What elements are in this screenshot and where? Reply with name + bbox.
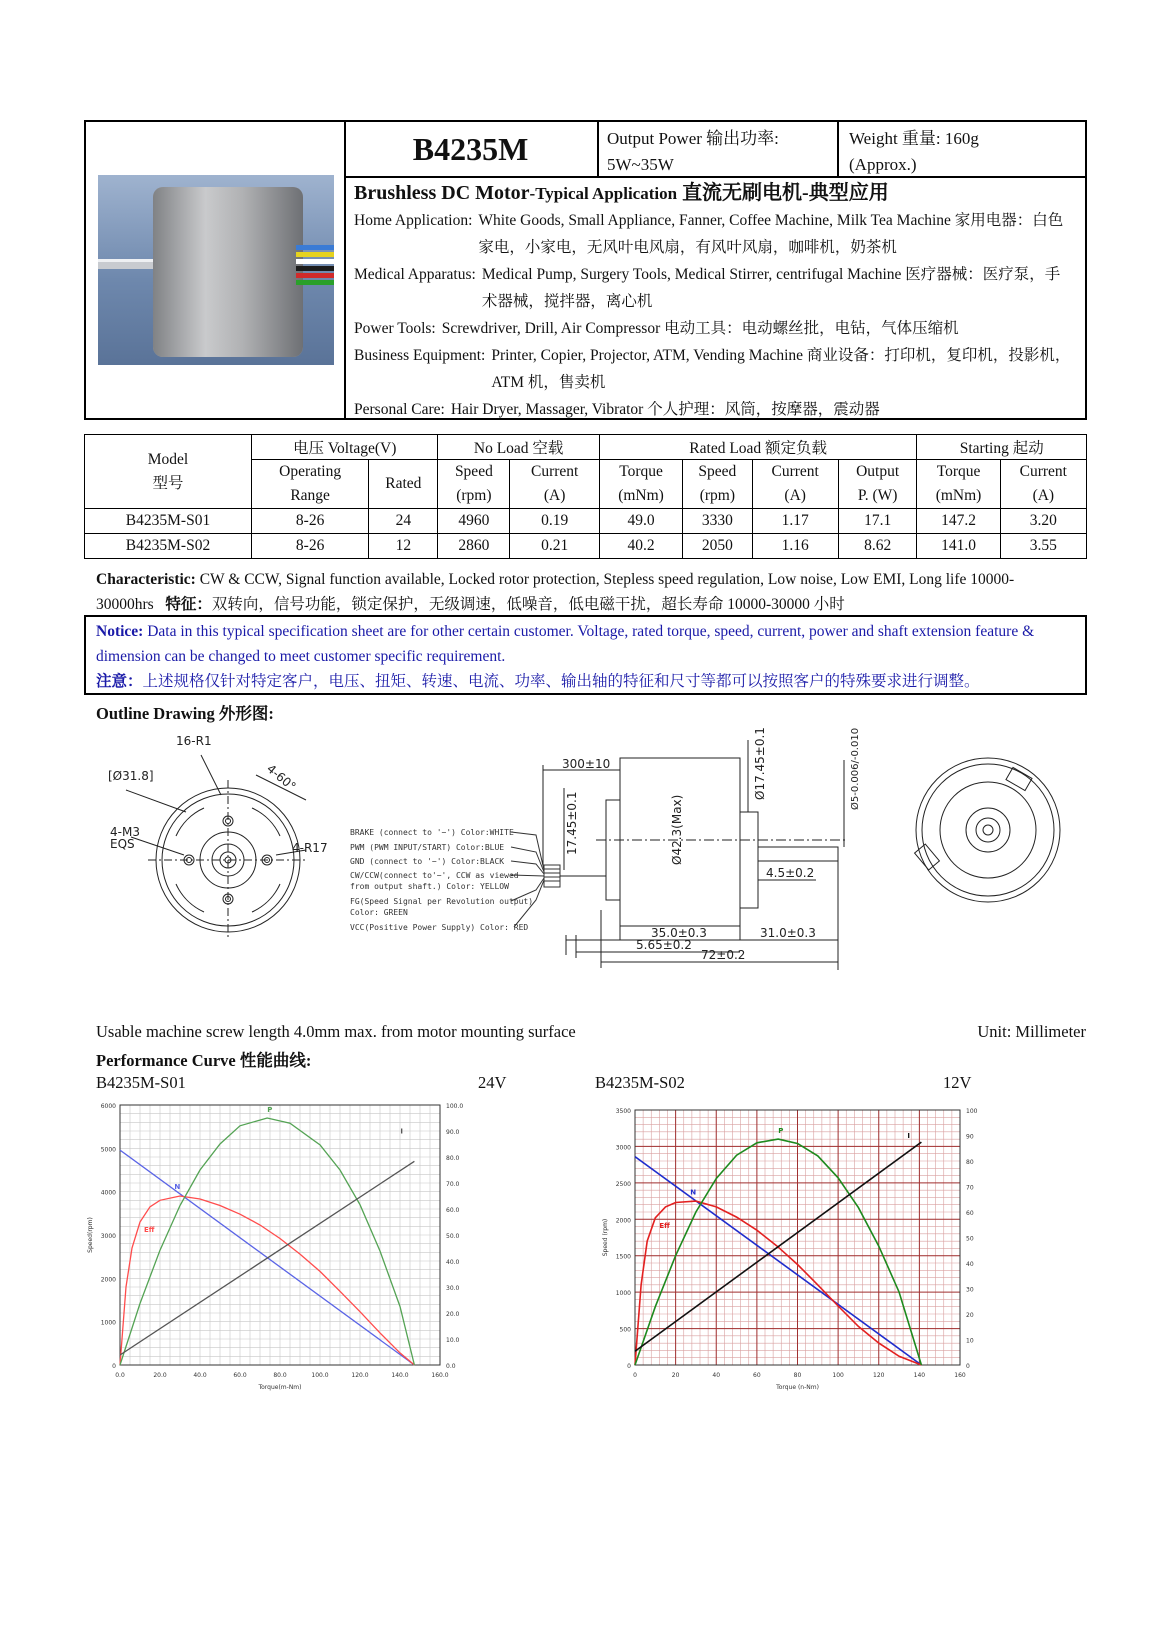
x-axis-label: Torque (n-Nm) [776, 1384, 819, 1391]
x-tick-label: 120 [873, 1372, 885, 1379]
column-header-line1: Speed [454, 463, 493, 480]
output-power-cell [599, 122, 839, 178]
column-header-line2: Range [290, 487, 330, 504]
column-header [599, 460, 682, 509]
application-row [354, 342, 1075, 396]
column-header [683, 460, 752, 509]
value-cell: 40.2 [599, 534, 682, 559]
application-title [354, 180, 1075, 207]
weight-cell [839, 122, 1085, 178]
column-header [438, 460, 510, 509]
front-label-m3: 4-M3 [110, 825, 140, 839]
characteristic-label-cn: 特征： [165, 596, 212, 613]
column-header [917, 460, 1000, 509]
output-power-value: 5W~35W [607, 155, 674, 174]
model-cell: B4235M-S01 [85, 509, 252, 534]
column-header [752, 460, 838, 509]
application-row-text: Medical Pump, Surgery Tools, Medical Stirrer, centrifugal Machine 医疗器械：医疗泵，手术器械，搅拌器，离心机 [481, 266, 1061, 310]
performance-chart-s02 [600, 1100, 1040, 1425]
unit-note: Unit: Millimeter [977, 1022, 1086, 1041]
side-label-total: 72±0.2 [701, 948, 746, 962]
rated-group-header: Rated Load 额定负载 [599, 435, 917, 460]
value-cell: 8-26 [252, 509, 369, 534]
table-row [85, 534, 1087, 559]
chart-grid [120, 1105, 440, 1365]
application-title-main: Brushless DC Motor [354, 182, 530, 204]
value-cell: 2050 [683, 534, 752, 559]
tick-labels [616, 1108, 978, 1379]
side-label-lead: 300±10 [562, 757, 611, 771]
wire-label-brake: BRAKE (connect to '−') Color:WHITE [350, 828, 514, 837]
y-tick-label: 5000 [100, 1146, 116, 1154]
side-label-shaft-length: 31.0±0.3 [760, 926, 816, 940]
x-tick-label: 20 [671, 1372, 680, 1379]
application-title-sub: -Typical Application [529, 184, 678, 203]
column-header [252, 460, 369, 509]
side-label-flange: 5.65±0.2 [636, 938, 692, 952]
x-tick-label: 160.0 [431, 1372, 449, 1379]
x-tick-label: 40 [712, 1372, 721, 1379]
value-cell: 8-26 [252, 534, 369, 559]
outline-heading: Outline Drawing 外形图: [96, 704, 274, 723]
column-header-line2: (rpm) [456, 487, 492, 504]
column-header [369, 460, 438, 509]
right-chart-voltage: 12V [943, 1073, 972, 1092]
y-tick-label: 500 [619, 1326, 631, 1334]
column-header-line2: (rpm) [699, 487, 735, 504]
wire-label-fg: FG(Speed Signal per Revolution output) [350, 897, 534, 906]
right-tick-label: 60 [966, 1210, 974, 1217]
right-tick-label: 100 [966, 1108, 978, 1115]
notice-text: Data in this typical specification sheet are for other certain customer. Voltage, rated torque, speed, current, power and shaft extension feature & dimension can be changed to meet customer specific requirement. [96, 623, 1035, 665]
header-table [84, 120, 1087, 420]
application-row-label: Power Tools: [354, 320, 436, 337]
application-cell [344, 178, 1085, 418]
spec-table [84, 434, 1087, 559]
characteristic-text: CW & CCW, Signal function available, Locked rotor protection, Stepless speed regulation, Low noise, Low EMI, Long life 10000-30000hrs [96, 571, 1015, 613]
right-tick-label: 50 [966, 1235, 974, 1243]
characteristic-block [96, 567, 1086, 617]
column-header [510, 460, 600, 509]
x-tick-label: 140 [913, 1372, 926, 1379]
right-tick-label: 60.0 [446, 1207, 460, 1214]
column-header-line1: Rated [385, 475, 422, 492]
value-cell: 49.0 [599, 509, 682, 534]
y-axis-label: Speed(rpm) [87, 1217, 94, 1253]
right-tick-label: 80 [966, 1159, 974, 1166]
series-label-i: I [400, 1127, 404, 1136]
column-header-line2: (A) [543, 487, 566, 504]
characteristic-label: Characteristic: [96, 571, 196, 588]
series-label-p: P [778, 1127, 784, 1136]
value-cell: 147.2 [917, 509, 1000, 534]
x-tick-label: 60 [753, 1372, 761, 1379]
x-tick-label: 40.0 [193, 1372, 207, 1379]
series-label-eff: Eff [144, 1226, 155, 1234]
notice-box [84, 615, 1087, 695]
y-tick-label: 0 [627, 1363, 631, 1370]
y-axis-label: Speed (rpm) [602, 1218, 609, 1257]
column-header-line1: Speed [698, 463, 737, 480]
outline-drawing [96, 727, 1086, 1010]
right-tick-label: 40.0 [446, 1259, 460, 1266]
column-header-line1: Torque [936, 463, 981, 480]
right-tick-label: 40 [966, 1261, 974, 1268]
right-tick-label: 70 [966, 1184, 974, 1192]
side-label-boss: Ø17.45±0.1 [753, 727, 767, 800]
left-chart-voltage: 24V [478, 1073, 507, 1092]
model-title: B4235M [344, 122, 599, 178]
application-row-text: Hair Dryer, Massager, Vibrator 个人护理：风筒，按摩器，震动器 [450, 401, 880, 418]
right-tick-label: 90 [966, 1133, 974, 1141]
column-header-line1: Current [771, 463, 819, 480]
application-row-label: Medical Apparatus: [354, 266, 476, 283]
right-chart-model: B4235M-S02 [595, 1073, 685, 1092]
wire-label-cw-color: from output shaft.) Color: YELLOW [350, 882, 509, 891]
notice-label-cn: 注意： [96, 673, 143, 690]
application-row-text: Printer, Copier, Projector, ATM, Vending Machine 商业设备：打印机，复印机，投影机，ATM 机，售卖机 [491, 347, 1071, 391]
notice-label: Notice: [96, 623, 144, 640]
output-power-label: Output Power 输出功率: [607, 129, 779, 148]
value-cell: 12 [369, 534, 438, 559]
right-tick-label: 70.0 [446, 1181, 460, 1188]
y-tick-label: 3500 [615, 1108, 631, 1115]
column-header [1000, 460, 1086, 509]
front-label-r17: 4-R17 [292, 841, 328, 855]
right-tick-label: 20 [966, 1312, 974, 1319]
value-cell: 3330 [683, 509, 752, 534]
x-tick-label: 80.0 [273, 1372, 287, 1379]
application-row-text: White Goods, Small Appliance, Fanner, Coffee Machine, Milk Tea Machine 家用电器：白色家电，小家电，无风叶电风扇，有风叶风扇，咖啡机，奶茶机 [478, 212, 1064, 256]
photo-cell [86, 122, 346, 418]
column-header-line1: Current [1019, 463, 1067, 480]
y-tick-label: 2000 [100, 1276, 116, 1284]
y-tick-label: 2000 [615, 1217, 631, 1225]
value-cell: 3.20 [1000, 509, 1086, 534]
value-cell: 2860 [438, 534, 510, 559]
model-header-label: Model [147, 450, 189, 468]
series-label-p: P [267, 1106, 273, 1114]
right-tick-label: 80.0 [446, 1155, 460, 1162]
application-row [354, 315, 1075, 342]
front-label-eqs: EQS [110, 837, 135, 851]
left-chart-model: B4235M-S01 [96, 1073, 186, 1092]
column-header-line1: Output [856, 463, 900, 480]
column-header-line2: (A) [1032, 487, 1055, 504]
characteristic-text-cn: 双转向，信号功能，锁定保护，无级调速，低噪音，低电磁干扰，超长寿命 10000-30000 小时 [211, 596, 845, 613]
wire-label-cw: CW/CCW(connect to'−', CCW as viewed [350, 871, 519, 880]
voltage-group-header: 电压 Voltage(V) [252, 435, 438, 460]
y-tick-label: 3000 [615, 1144, 631, 1152]
value-cell: 8.62 [838, 534, 917, 559]
column-header-line2: (mNm) [618, 487, 664, 504]
model-cell: B4235M-S02 [85, 534, 252, 559]
column-header-line1: Torque [619, 463, 663, 480]
wire-label-vcc: VCC(Positive Power Supply) Color: RED [350, 923, 529, 932]
weight-label: Weight 重量: 160g [849, 129, 979, 148]
model-header-label-cn: 型号 [152, 474, 184, 492]
x-tick-label: 120.0 [351, 1372, 369, 1379]
x-tick-label: 20.0 [153, 1372, 167, 1379]
front-label-diameter: [Ø31.8] [108, 769, 154, 783]
value-cell: 3.55 [1000, 534, 1086, 559]
application-row [354, 207, 1075, 261]
starting-group-header: Starting 起动 [917, 435, 1087, 460]
x-tick-label: 100 [832, 1372, 844, 1379]
right-tick-label: 30.0 [446, 1285, 460, 1292]
x-tick-label: 0 [633, 1372, 637, 1379]
value-cell: 24 [369, 509, 438, 534]
side-label-body-length: 35.0±0.3 [651, 926, 707, 940]
weight-approx: (Approx.) [849, 155, 917, 174]
wire-label-gnd: GND (connect to '−') Color:BLACK [350, 857, 505, 866]
application-row [354, 261, 1075, 315]
wire-label-fg-color: Color: GREEN [350, 908, 408, 917]
series-label-i: I [907, 1132, 911, 1141]
front-label-angle: 4-60° [264, 761, 299, 794]
series-label-n: N [174, 1183, 181, 1192]
column-header [838, 460, 917, 509]
application-row [354, 396, 1075, 423]
y-tick-label: 3000 [100, 1233, 116, 1240]
performance-chart-s01 [87, 1095, 570, 1425]
y-tick-label: 6000 [100, 1103, 116, 1110]
value-cell: 17.1 [838, 509, 917, 534]
y-tick-label: 0 [112, 1363, 116, 1370]
x-tick-label: 100.0 [311, 1372, 329, 1379]
noload-group-header: No Load 空载 [438, 435, 600, 460]
screw-note: Usable machine screw length 4.0mm max. from motor mounting surface [96, 1022, 576, 1041]
application-row-text: Screwdriver, Drill, Air Compressor 电动工具：电动螺丝批，电钻，气体压缩机 [441, 320, 959, 337]
y-tick-label: 1500 [615, 1253, 631, 1261]
right-tick-label: 100.0 [446, 1103, 464, 1110]
front-label-16r1: 16-R1 [176, 734, 212, 748]
model-header [85, 435, 252, 509]
column-header-line2: (A) [784, 487, 806, 504]
spec-rows [85, 509, 1087, 559]
rear-view [915, 758, 1060, 902]
table-row [85, 509, 1087, 534]
x-tick-label: 160 [954, 1372, 966, 1379]
application-row-label: Business Equipment: [354, 347, 486, 364]
x-axis-label: Torque(m-Nm) [258, 1384, 302, 1391]
right-tick-label: 0.0 [446, 1363, 456, 1370]
x-tick-label: 80 [793, 1372, 802, 1379]
side-label-shaft: Ø5-0.006/-0.010 [850, 727, 861, 810]
tick-labels [101, 1103, 464, 1379]
value-cell: 1.17 [752, 509, 838, 534]
series-label-eff: Eff [659, 1221, 670, 1230]
right-tick-label: 0 [966, 1363, 970, 1370]
right-tick-label: 10.0 [446, 1337, 460, 1344]
y-tick-label: 1000 [615, 1290, 631, 1298]
column-header-line1: Operating [279, 463, 342, 480]
notice-text-cn: 上述规格仅针对特定客户，电压、扭矩、转速、电流、功率、输出轴的特征和尺寸等都可以按照客户的特殊要求进行调整。 [142, 673, 980, 690]
x-tick-label: 140.0 [391, 1372, 409, 1379]
application-list [354, 207, 1075, 423]
value-cell: 0.19 [510, 509, 600, 534]
right-tick-label: 20.0 [446, 1311, 460, 1318]
series-label-n: N [690, 1188, 697, 1197]
side-label-body: Ø42.3(Max) [670, 794, 684, 865]
motor-photo [98, 175, 334, 365]
value-cell: 0.21 [510, 534, 600, 559]
value-cell: 141.0 [917, 534, 1000, 559]
value-cell: 4960 [438, 509, 510, 534]
right-tick-label: 30 [966, 1286, 974, 1294]
application-row-label: Personal Care: [354, 401, 445, 418]
wire-label-pwm: PWM (PWM INPUT/START) Color:BLUE [350, 843, 505, 852]
side-label-height: 17.45±0.1 [565, 791, 579, 855]
right-tick-label: 10 [966, 1337, 974, 1345]
column-header-line1: Current [530, 463, 579, 480]
x-tick-label: 0.0 [115, 1372, 125, 1379]
application-row-label: Home Application: [354, 212, 473, 229]
column-header-line2: P. (W) [857, 487, 898, 504]
application-title-cn: 直流无刷电机-典型应用 [677, 182, 889, 204]
right-tick-label: 50.0 [446, 1233, 460, 1240]
right-tick-label: 90.0 [446, 1129, 460, 1136]
wire-labels [350, 828, 533, 932]
column-header-line2: (mNm) [935, 487, 982, 504]
x-tick-label: 60.0 [233, 1372, 247, 1379]
side-label-shaft-step: 4.5±0.2 [766, 866, 815, 880]
value-cell: 1.16 [752, 534, 838, 559]
performance-heading: Performance Curve 性能曲线: [96, 1051, 312, 1070]
y-tick-label: 4000 [100, 1189, 116, 1197]
y-tick-label: 1000 [100, 1319, 116, 1327]
y-tick-label: 2500 [615, 1180, 631, 1188]
